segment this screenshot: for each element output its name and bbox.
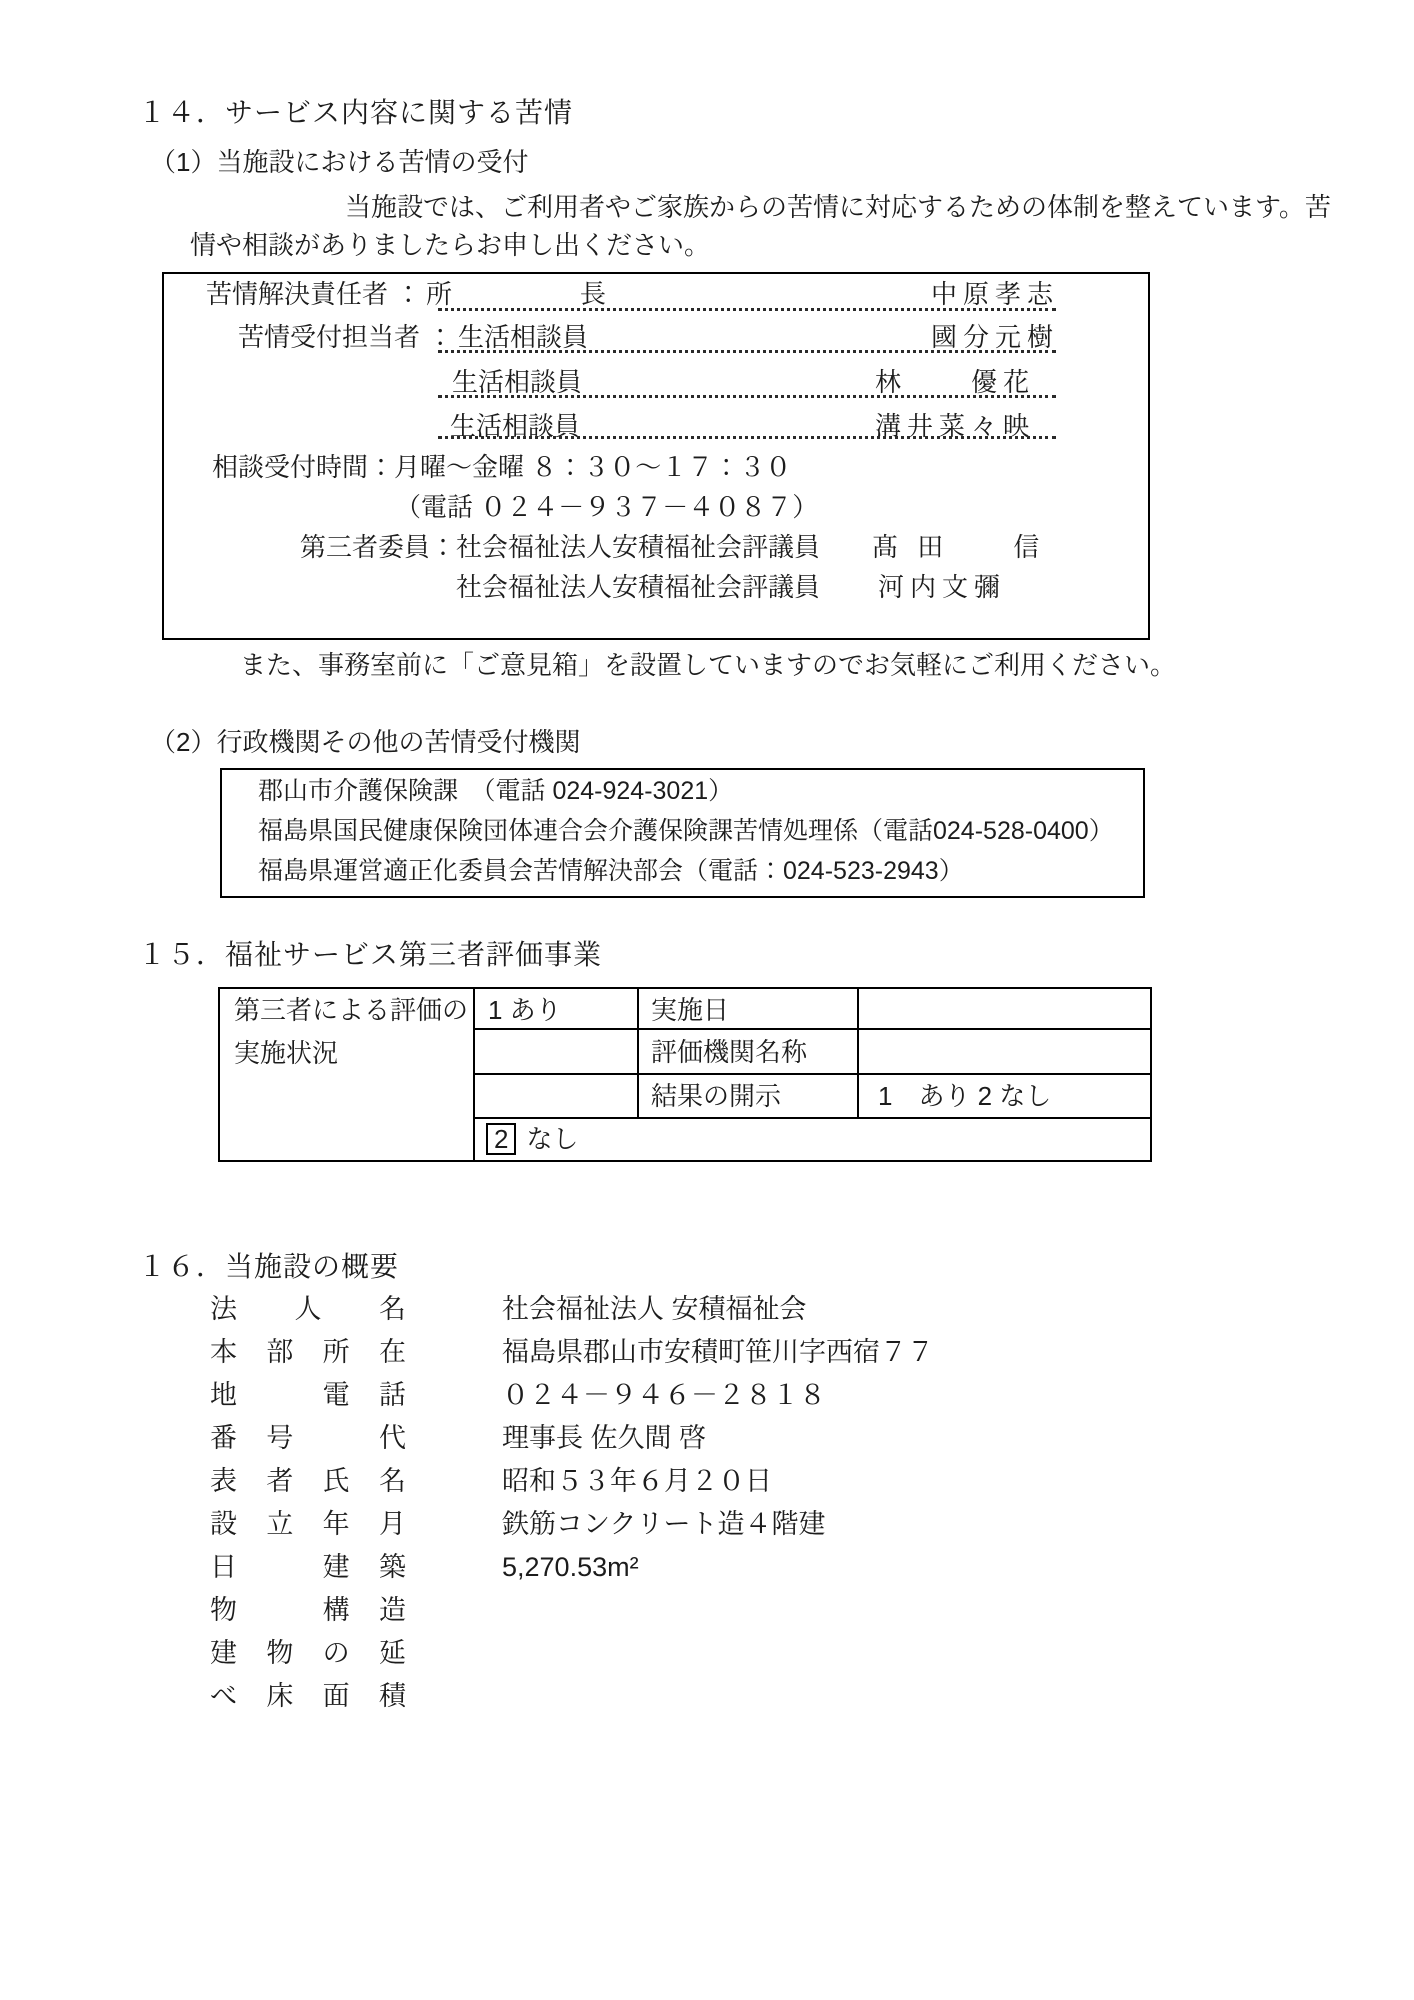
committee-name-1: 髙 田 信 <box>872 532 1046 562</box>
intro-paragraph-line2: 情や相談がありましたらお申し出ください。 <box>190 230 711 260</box>
overview-label-line-6: 設立年月 <box>210 1509 406 1539</box>
agency-line-2: 福島県国民健康保険団体連合会介護保険課苦情処理係（電話024-528-0400） <box>258 817 1114 845</box>
overview-label-line-1: 法人名 <box>210 1294 406 1324</box>
overview-value-structure: 鉄筋コンクリート造４階建 <box>502 1509 826 1539</box>
agency-line-1: 郡山市介護保険課 （電話 024-924-3021） <box>258 777 734 805</box>
dotted-rule <box>438 395 1056 398</box>
committee-org-2: 社会福祉法人安積福祉会評議員 <box>456 572 821 602</box>
section-15-heading: １５．福祉サービス第三者評価事業 <box>138 939 603 970</box>
overview-label-line-9: 建物の延 <box>210 1638 406 1668</box>
overview-label-line-4: 番号 代 <box>210 1423 406 1453</box>
table-rowspan-label-line1: 第三者による評価の <box>234 995 469 1025</box>
table-label-hyouka-kikan: 評価機関名称 <box>651 1037 808 1067</box>
table-choice-ari: 1 あり <box>488 995 562 1025</box>
section-14-sub1: （1）当施設における苦情の受付 <box>150 147 529 177</box>
table-hline <box>473 1073 1150 1075</box>
receiver-label: 苦情受付担当者 ： <box>238 322 454 352</box>
section-14-sub2: （2）行政機関その他の苦情受付機関 <box>150 727 581 757</box>
dotted-rule <box>438 350 1056 353</box>
table-choice-nashi <box>486 1123 578 1155</box>
table-hline <box>473 1028 1150 1030</box>
overview-value-founded-date: 昭和５３年６月２０日 <box>502 1466 772 1496</box>
overview-value-phone: ０２４－９４６－２８１８ <box>502 1380 826 1410</box>
complaint-contact-box <box>162 272 1150 640</box>
receiver-title-3: 生活相談員 <box>450 411 581 441</box>
overview-label-line-10: べ床面積 <box>210 1681 406 1711</box>
table-rowspan-label-line2: 実施状況 <box>234 1038 339 1068</box>
overview-value-representative: 理事長 佐久間 啓 <box>502 1423 707 1453</box>
section-14-heading: １４．サービス内容に関する苦情 <box>138 97 574 128</box>
table-label-kekka-kaiji: 結果の開示 <box>651 1081 782 1111</box>
overview-value-address: 福島県郡山市安積町笹川字西宿７７ <box>502 1337 934 1367</box>
overview-label-line-5: 表者氏名 <box>210 1466 406 1496</box>
overview-label-line-3: 地 電話 <box>210 1380 406 1410</box>
receiver-title-1: 生活相談員 <box>458 322 589 352</box>
intro-paragraph-line1: 当施設では、ご利用者やご家族からの苦情に対応するための体制を整えています。苦 <box>345 192 1331 222</box>
dotted-rule <box>438 436 1056 439</box>
consultation-phone: （電話 ０２４－９３７－４０８７） <box>395 492 819 522</box>
overview-value-corp-name: 社会福祉法人 安積福祉会 <box>502 1294 807 1324</box>
overview-label-line-8: 物 構造 <box>210 1595 406 1625</box>
resolver-label: 苦情解決責任者 ： <box>206 279 422 309</box>
evaluation-table <box>218 987 1152 1162</box>
overview-label-line-2: 本部所在 <box>210 1337 406 1367</box>
selected-choice-text: なし <box>526 1124 579 1154</box>
committee-name-2: 河内文彌 <box>878 572 1007 602</box>
table-label-jisshibi: 実施日 <box>651 995 730 1025</box>
overview-label-line-7: 日 建築 <box>210 1552 406 1582</box>
committee-label: 第三者委員：社会福祉法人安積福祉会評議員 <box>300 532 821 562</box>
suggestion-box-note: また、事務室前に「ご意見箱」を設置していますのでお気軽にご利用ください。 <box>240 650 1177 680</box>
resolver-name: 中原孝志 <box>930 279 1059 309</box>
receiver-name-2: 林 優花 <box>875 367 1036 397</box>
table-vline <box>857 989 859 1117</box>
table-vline <box>637 989 639 1117</box>
table-value-kekka-kaiji: 1 あり 2 なし <box>878 1081 1052 1111</box>
selected-choice-number: 2 <box>486 1123 516 1155</box>
receiver-name-3: 溝井菜々映 <box>875 411 1036 441</box>
agency-contact-box <box>220 768 1145 898</box>
receiver-title-2: 生活相談員 <box>452 367 583 397</box>
receiver-name-1: 國分元樹 <box>930 322 1059 352</box>
resolver-title: 所長 <box>426 279 606 309</box>
table-hline <box>473 1117 1150 1119</box>
agency-line-3: 福島県運営適正化委員会苦情解決部会（電話：024-523-2943） <box>258 857 964 885</box>
consultation-hours: 相談受付時間：月曜～金曜 ８：３０～１７：３０ <box>212 452 792 482</box>
section-16-heading: １６．当施設の概要 <box>138 1251 400 1282</box>
dotted-rule <box>438 308 1056 311</box>
overview-value-floor-area: 5,270.53m² <box>502 1552 639 1582</box>
